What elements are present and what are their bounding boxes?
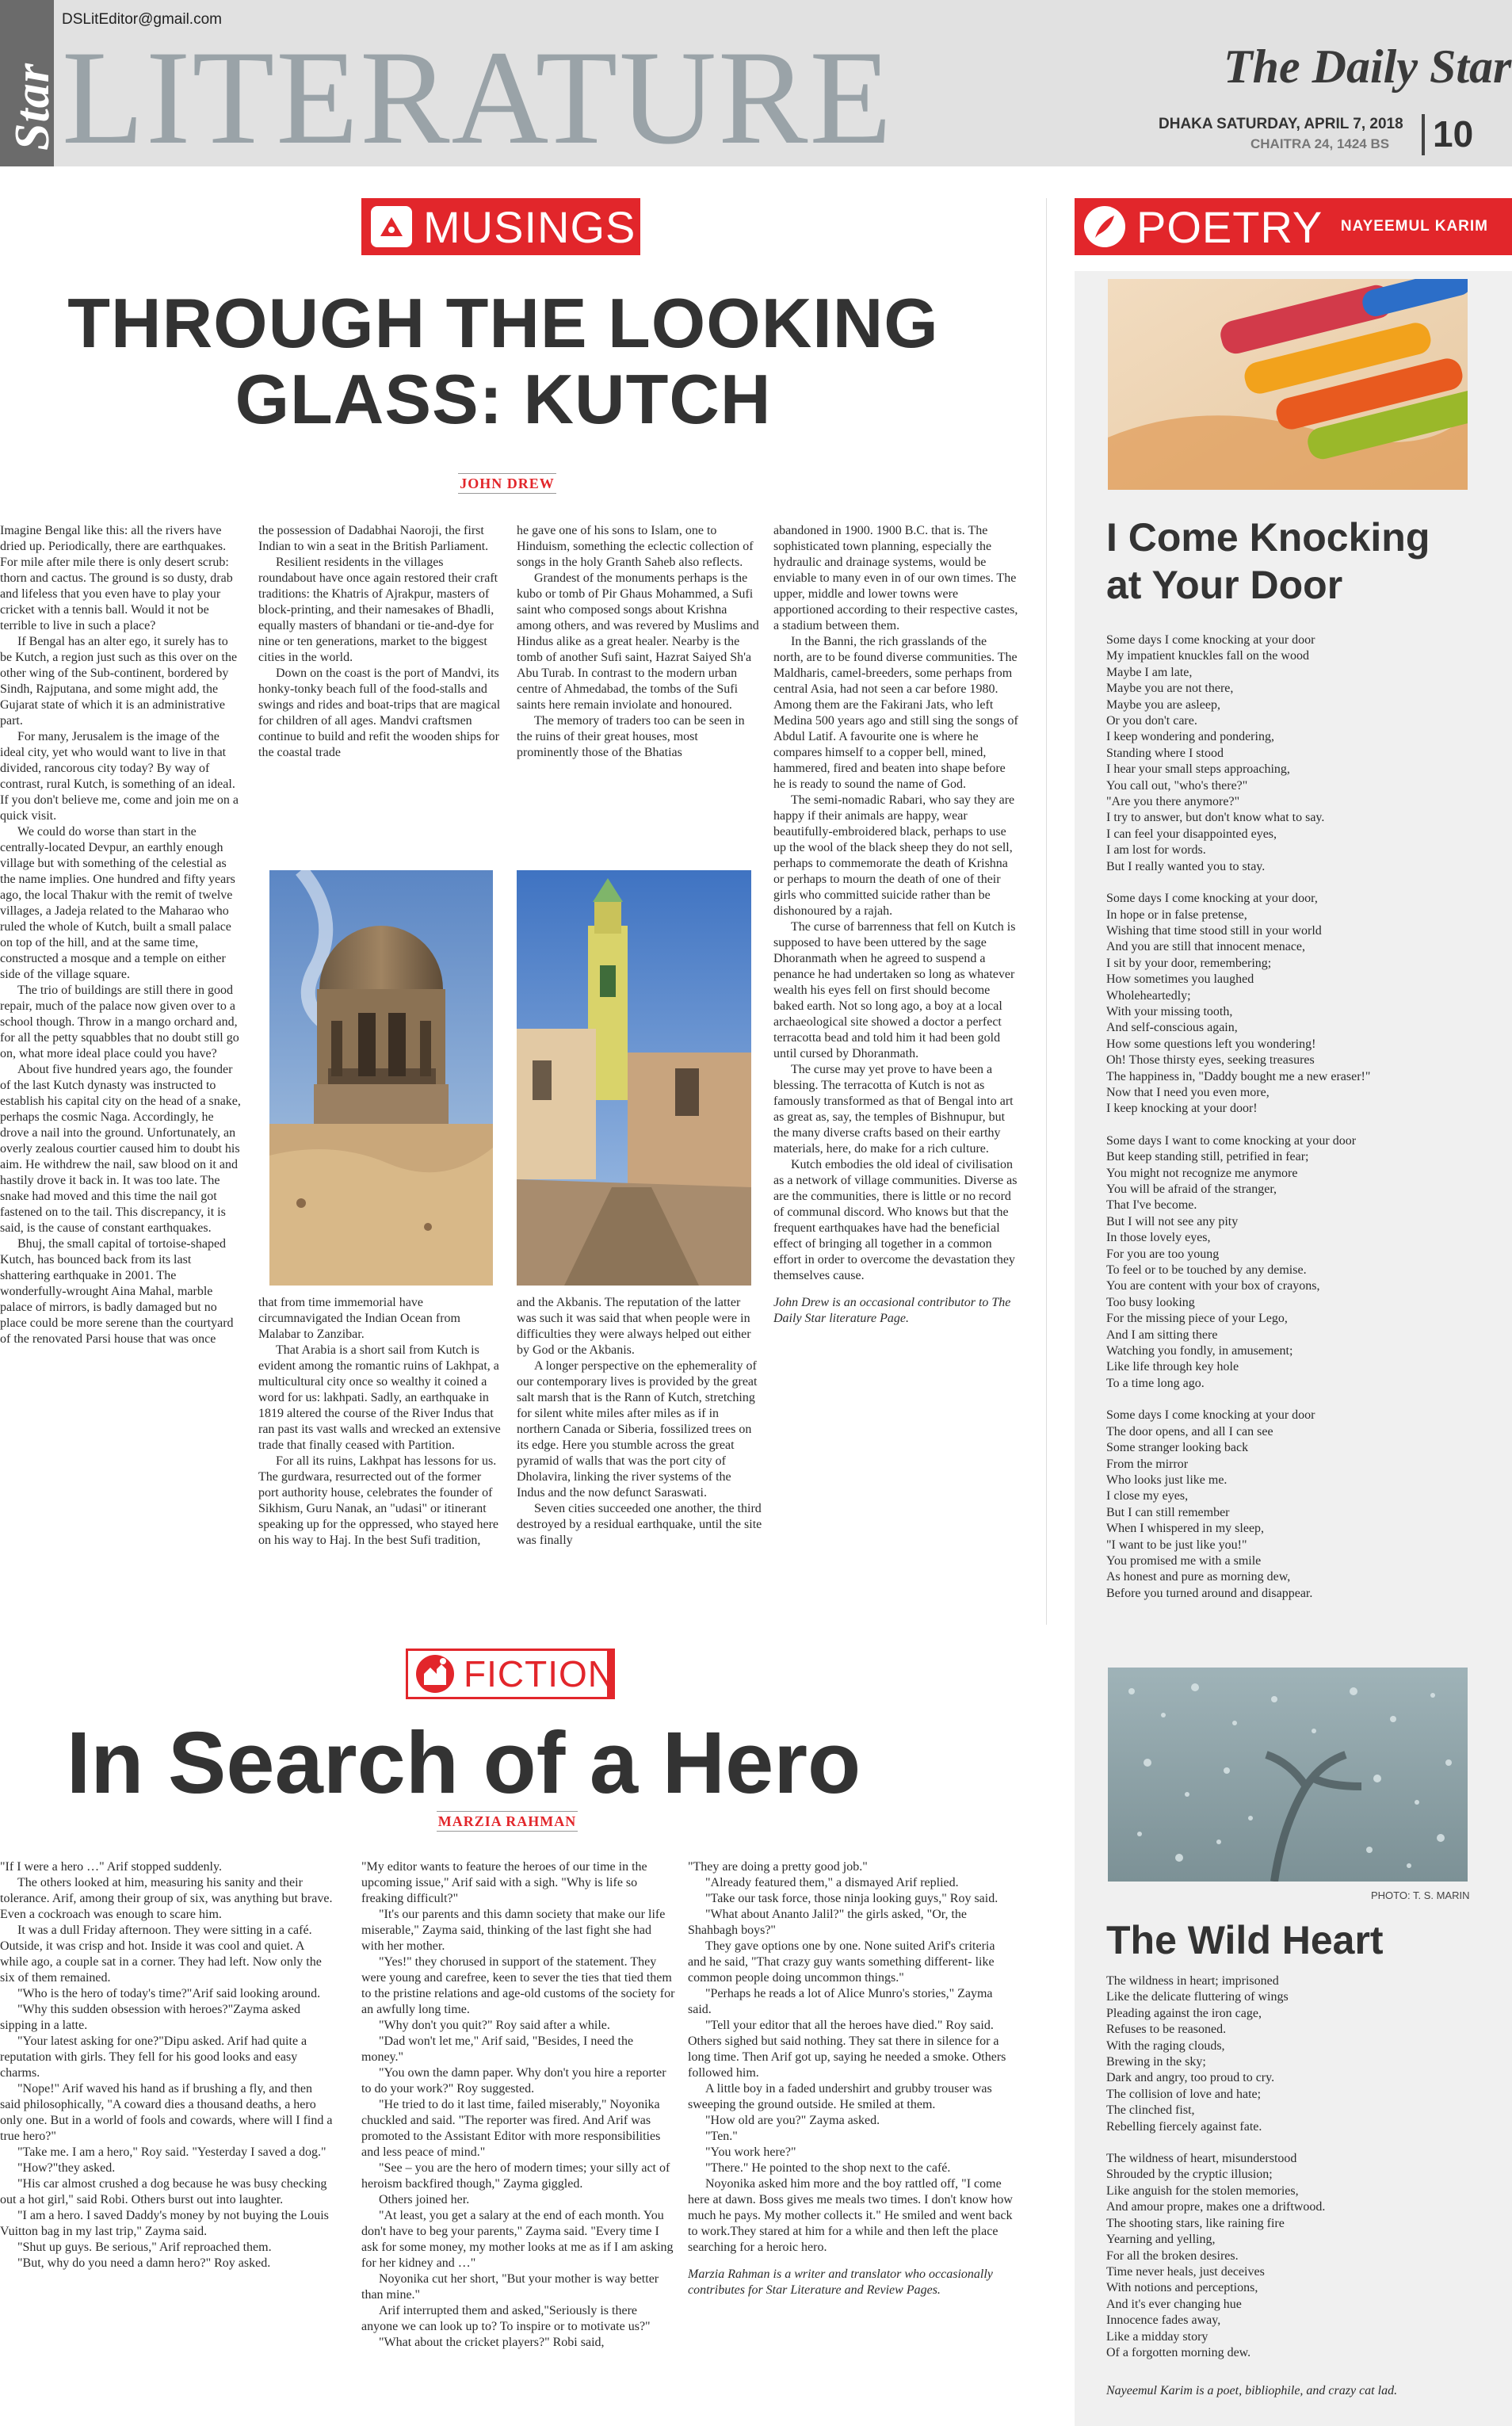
raindrops-photo [1108, 1668, 1468, 1882]
paragraph: Grandest of the monuments perhaps is the kubo or tomb of Pir Ghaus Mohammed, a Sufi saint who composed songs about Krishna among others, and was revered by Muslims and Hindus alike as a great healer. Nearby is the tomb of another Sufi saint, Hazrat Saiyed Sh'a Abu Turab. In contrast to the modern urban centre of Ahmedabad, the tombs of the Sufi saints here remain inviolate and honoured. [517, 571, 759, 712]
musings-column-2-continued [258, 1295, 501, 1604]
paragraph: Noyonika cut her short, "But your mother is way better than mine." [361, 2272, 659, 2302]
author-note: John Drew is an occasional contributor to The Daily Star literature Page. [773, 1296, 1011, 1325]
poem-line: And self-conscious again, [1106, 1021, 1238, 1035]
musings-icon [368, 203, 415, 250]
poem-line: Now that I need you even more, [1106, 1085, 1270, 1099]
poem-line: When I whispered in my sleep, [1106, 1522, 1265, 1536]
paragraph: "They are doing a pretty good job." [688, 1860, 868, 1874]
poem-line: You are content with your box of crayons, [1106, 1279, 1320, 1293]
musings-column-3 [517, 523, 762, 864]
poem-line: "Are you there anymore?" [1106, 795, 1240, 809]
poem-line: And I am sitting there [1106, 1328, 1218, 1342]
section-title: LITERATURE [62, 23, 894, 172]
poem-line: From the mirror [1106, 1457, 1189, 1471]
paragraph: "How?"they asked. [17, 2161, 116, 2175]
musings-column-3-continued [517, 1295, 762, 1604]
poem-line: I can feel your disappointed eyes, [1106, 827, 1277, 841]
musings-label-text: MUSINGS [423, 201, 636, 252]
paragraph: The trio of buildings are still there in good repair, much of the palace now given over to a school though. Throw in a mango orchard and, for all the petty squabbles that no doubt still go on, what more ideal place could you have? [0, 984, 239, 1060]
poem-line: But keep standing still, petrified in fear; [1106, 1150, 1309, 1164]
poem-line: With the raging clouds, [1106, 2038, 1225, 2053]
paragraph: "Perhaps he reads a lot of Alice Munro's stories," Zayma said. [688, 1987, 993, 2016]
issue-date: DHAKA SATURDAY, APRIL 7, 2018 [1159, 116, 1403, 132]
poem-line: That I've become. [1106, 1198, 1197, 1213]
poetry-author: NAYEEMUL KARIM [1340, 218, 1488, 235]
poem-line: To feel or to be touched by any demise. [1106, 1263, 1307, 1278]
paragraph: "Ten." [705, 2130, 738, 2143]
poem-line: Like life through key hole [1106, 1360, 1239, 1374]
poem-line: I sit by your door, remembering; [1106, 956, 1272, 970]
poem-line: Like a midday story [1106, 2329, 1208, 2344]
paragraph: If Bengal has an alter ego, it surely has to be Kutch, a region just such as this over on the other wing of the Sub-continent, bordered by Sindh, Rajputana, and some might add, the Gujarat state of which it is an administrative part. [0, 635, 238, 728]
poem-line: Yearning and yelling, [1106, 2233, 1216, 2247]
paragraph: "What about the cricket players?" Robi said, [379, 2336, 605, 2349]
poem-line: Time never heals, just deceives [1106, 2264, 1265, 2279]
paragraph: Bhuj, the small capital of tortoise-shaped Kutch, has bounced back from its last shattering earthquake in 2001. The wonderfully-wrought Aina Mahal, marble palace of mirrors, is badly damaged but no place could be more serene than the courtyard of the renovated Parsi house that was once [0, 1237, 234, 1346]
paragraph: "My editor wants to feature the heroes of our time in the upcoming issue," Arif said with a sigh. "Why is life so freaking difficult?" [361, 1860, 647, 1905]
paragraph: "Dad won't let me," Arif said, "Besides, I need the money." [361, 2034, 634, 2064]
poetry-section-label [1075, 198, 1512, 255]
editor-email[interactable]: DSLitEditor@gmail.com [62, 11, 222, 28]
poem-line: Or you don't care. [1106, 714, 1197, 728]
poem-line: Too busy looking [1106, 1295, 1195, 1309]
poem-line: Standing where I stood [1106, 746, 1224, 760]
paragraph: Kutch embodies the old ideal of civilisation as a network of village communities. Diverse as are the communities, there is little or no record of communal discord. Who knows but that the frequent earthquakes have had the beneficial effect of bringing all together in a common effort in order to overcome the devastation they themselves cause. [773, 1158, 1018, 1282]
paragraph: Down on the coast is the port of Mandvi, its honky-tonky beach full of the food-stalls and swings and rides and boat-trips that are magical for children of all ages. Mandvi craftsmen continue to build and refit the wooden ships for the coastal trade [258, 667, 501, 759]
poem-2 [1106, 1973, 1487, 2377]
musings-column-4 [773, 523, 1019, 1585]
paragraph: Imagine Bengal like this: all the rivers have dried up. Periodically, there are earthquakes. For mile after mile there is only desert scrub: thorn and cactus. The ground is so dusty, drab and lifeless that you even have to play your cricket with a tennis ball. Would it not be terrible to live in such a place? [0, 524, 233, 632]
paragraph: "There." He pointed to the shop next to the café. [705, 2161, 951, 2175]
tomb-photo [269, 870, 493, 1286]
fiction-label-text: FICTION [464, 1653, 615, 1694]
date-divider [1422, 114, 1425, 155]
star-tab [0, 0, 59, 166]
musings-section-label [361, 198, 640, 255]
poem-line: Some stranger looking back [1106, 1441, 1249, 1455]
stanza [1106, 1133, 1487, 1393]
musings-author: JOHN DREW [458, 473, 556, 494]
stanza [1106, 2151, 1487, 2361]
quill-icon [1081, 203, 1128, 250]
poem-line: To a time long ago. [1106, 1376, 1205, 1390]
paragraph: he gave one of his sons to Islam, one to Hinduism, something the eclectic collection of songs in the holy Granth Saheb also reflects. [517, 524, 754, 569]
author-note: Marzia Rahman is a writer and translator who occasionally contributes for Star Literature and Review Pages. [688, 2267, 993, 2297]
poem-line: Some days I come knocking at your door, [1106, 892, 1318, 906]
paragraph: The semi-nomadic Rabari, who say they are happy if their animals are happy, wear beautifully-embroidered black, perhaps to use up the wool of the black sheep they do not sell, perhaps to commemorate the death of Krishna or perhaps to mourn the death of one of their girls who committed suicide rather than be dishonoured by a rajah. [773, 793, 1015, 918]
paragraph: "At least, you get a salary at the end of each month. You don't have to beg your parents," Zayma said. "Every time I ask for some money, my mother looks at me as if I am asking for her kidney and …" [361, 2209, 674, 2270]
poem-line: How sometimes you laughed [1106, 972, 1254, 987]
street-photo [517, 870, 751, 1286]
poem-line: You promised me with a smile [1106, 1553, 1262, 1568]
poem-line: You might not recognize me anymore [1106, 1166, 1298, 1180]
musings-column-2 [258, 523, 501, 864]
poem-1-title: I Come Knocking at Your Door [1106, 515, 1430, 607]
poem-line: You call out, "who's there?" [1106, 778, 1248, 793]
paragraph: "Take our task force, those ninja looking guys," Roy said. [705, 1892, 998, 1905]
poem-line: Some days I come knocking at your door [1106, 1408, 1315, 1423]
fiction-column-3 [688, 1859, 1014, 2426]
poem-line: In those lovely eyes, [1106, 1231, 1211, 1245]
paragraph: "Who is the hero of today's time?"Arif said looking around. [17, 1987, 321, 2000]
musings-headline: THROUGH THE LOOKING GLASS: KUTCH [67, 284, 939, 438]
poem-line: The collision of love and hate; [1106, 2087, 1262, 2101]
poet-note: Nayeemul Karim is a poet, bibliophile, and crazy cat lad. [1106, 2384, 1398, 2397]
poem-line: Wishing that time stood still in your world [1106, 923, 1322, 938]
paragraph: that from time immemorial have circumnavigated the Indian Ocean from Malabar to Zanzibar. [258, 1296, 460, 1341]
poem-line: As honest and pure as morning dew, [1106, 1570, 1291, 1584]
poem-line: My impatient knuckles fall on the wood [1106, 649, 1309, 663]
paragraph: "Your latest asking for one?"Dipu asked. Arif had quite a reputation with girls. They fell for his good looks and easy charms. [0, 2034, 307, 2080]
poem-line: Refuses to be reasoned. [1106, 2023, 1227, 2037]
paragraph: "Already featured them," a dismayed Arif replied. [705, 1876, 959, 1889]
fiction-author: MARZIA RAHMAN [437, 1811, 578, 1832]
paragraph: and the Akbanis. The reputation of the latter was such it was said that when people were in difficulties they were always helped out either by God or the Akbanis. [517, 1296, 751, 1357]
poem-line: I close my eyes, [1106, 1489, 1189, 1503]
poem-2-title: The Wild Heart [1106, 1918, 1384, 1962]
poem-line: Before you turned around and disappear. [1106, 1586, 1313, 1600]
poem-line: Watching you fondly, in amusement; [1106, 1344, 1293, 1358]
poem-line: The wildness of heart, misunderstood [1106, 2152, 1297, 2166]
poem-line: The happiness in, "Daddy bought me a new eraser!" [1106, 1069, 1371, 1083]
photo-credit: PHOTO: T. S. MARIN [1371, 1889, 1470, 1901]
paragraph: "He tried to do it last time, failed miserably," Noyonika chuckled and said. "The reporter was fired. And Arif was promoted to the Assistant Editor with more responsibilities and less peace of mind." [361, 2098, 661, 2159]
poem-line: For the missing piece of your Lego, [1106, 1312, 1288, 1326]
paragraph: It was a dull Friday afternoon. They were sitting in a café. Outside, it was crisp and hot. Inside it was cool and quiet. A while ago, a couple sat in a corner. They had left. Now only the six of them remained. [0, 1924, 322, 1985]
poem-line: But I really wanted you to stay. [1106, 859, 1266, 873]
paragraph: Seven cities succeeded one another, the third destroyed by a residual earthquake, until the site was finally [517, 1502, 762, 1547]
fiction-byline [380, 1813, 634, 1830]
star-tab-text: Star [6, 63, 59, 151]
poem-line: Some days I want to come knocking at your door [1106, 1133, 1357, 1148]
poem-line: With your missing tooth, [1106, 1004, 1233, 1018]
paragraph: That Arabia is a short sail from Kutch is evident among the romantic ruins of Lakhpat, a multicultural city once so wealthy it coined a word for us: lakhpati. Sadly, an earthquake in 1819 altered the course of the River Indus that ran past its vast walls and wrecked an extensive trade that finally ceased with Partition. [258, 1343, 501, 1452]
paragraph: "What about Ananto Jalil?" the girls asked, "Or, the Shahbagh boys?" [688, 1908, 967, 1937]
paragraph: We could do worse than start in the centrally-located Devpur, an earthly enough village but with something of the celestial as the name implies. One hundred and fifty years ago, the local Thakur with the remit of twelve villages, a Jadeja related to the Maharao who ruled the whole of Kutch, built a small palace on top of the hill, and at the same time, constructed a mosque and a temple on either side of the village square. [0, 825, 235, 981]
paragraph: "Shut up guys. Be serious," Arif reproached them. [17, 2241, 272, 2254]
paragraph: abandoned in 1900. 1900 B.C. that is. The sophisticated town planning, especially the hydraulic and drainage systems, would be enviable to many even in of our own times. The upper, middle and lower towns were apportioned according to their respective castes, a stadium between them. [773, 524, 1018, 632]
poem-line: Maybe you are not there, [1106, 682, 1234, 696]
poem-line: But I can still remember [1106, 1505, 1230, 1519]
poem-line: Innocence fades away, [1106, 2313, 1221, 2328]
poem-line: The clinched fist, [1106, 2103, 1195, 2118]
paragraph: "See – you are the hero of modern times; your silly act of heroism backfired though," Zayma giggled. [361, 2161, 670, 2191]
paragraph: "If I were a hero …" Arif stopped suddenly. [0, 1860, 222, 1874]
poem-line: I keep knocking at your door! [1106, 1102, 1258, 1116]
poem-line: For all the broken desires. [1106, 2248, 1239, 2263]
paragraph: "His car almost crushed a dog because he was busy checking out a hot girl," said Robi. Others burst out into laughter. [0, 2177, 327, 2206]
poem-line: And it's ever changing hue [1106, 2297, 1242, 2311]
stanza [1106, 632, 1487, 875]
fiction-section-label [406, 1649, 615, 1699]
poem-line: Shrouded by the cryptic illusion; [1106, 2168, 1273, 2182]
poem-line: The door opens, and all I can see [1106, 1424, 1273, 1438]
poem-line: And amour propre, makes one a driftwood. [1106, 2200, 1326, 2214]
fiction-column-1 [0, 1859, 333, 2426]
paragraph: The curse of barrenness that fell on Kutch is supposed to have been uttered by the sage Dhoranmath when he agreed to suspend a penance he had undertaken so long as whatever wealth his eyes fell on first should become baked earth. Not so long ago, a boy at a local archaeological site showed a doctor a perfect terracotta bead and told him it had been gold until cursed by Dhoranmath. [773, 920, 1016, 1060]
paragraph: A little boy in a faded undershirt and grubby trouser was sweeping the ground outside. He smiled at them. [688, 2082, 992, 2111]
poem-line: Who looks just like me. [1106, 1473, 1228, 1487]
poem-line: Rebelling fiercely against fate. [1106, 2119, 1262, 2134]
poem-1 [1106, 632, 1487, 1618]
paragraph: Noyonika asked him more and the boy rattled off, "I come here at dawn. Boss gives me meals two times. I don't know how much he pays. My mother collects it." He smiled and went back to work.They stared at him for a while and then left the place searching for a heroic hero. [688, 2177, 1013, 2254]
poem-line: You will be afraid of the stranger, [1106, 1182, 1277, 1196]
poem-line: Wholeheartedly; [1106, 988, 1191, 1003]
paragraph: "How old are you?" Zayma asked. [705, 2114, 880, 2127]
poem-line: With notions and perceptions, [1106, 2281, 1258, 2295]
poem-line: Like the delicate fluttering of wings [1106, 1990, 1289, 2004]
poem-line: I am lost for words. [1106, 843, 1206, 858]
stanza [1106, 891, 1487, 1117]
paragraph: A longer perspective on the ephemerality of our contemporary lives is provided by the great salt marsh that is the Rann of Kutch, stretching for silent white miles after miles as if in northern Canada or Siberia, fossilized trees on its edge. Here you stumble across the great pyramid of walls that was the port city of Dholavira, linking the river systems of the Indus and the now defunct Saraswati. [517, 1359, 758, 1500]
crayons-photo [1108, 279, 1468, 490]
paragraph: "But, why do you need a damn hero?" Roy asked. [17, 2256, 271, 2270]
paragraph: They gave options one by one. None suited Arif's criteria and he said, "That crazy guy wants something different- like common people doing uncommon things." [688, 1939, 995, 1985]
paragraph: The curse may yet prove to have been a blessing. The terracotta of Kutch is not as famously transformed as that of Bengal into art as great as, say, the temples of Bishnupur, but the many diverse crafts based on their earthy materials, here, do make for a rich culture. [773, 1063, 1014, 1156]
poem-line: For you are too young [1106, 1247, 1220, 1261]
column-divider [1046, 198, 1047, 1625]
stanza [1106, 1408, 1487, 1602]
poem-line: The wildness in heart; imprisoned [1106, 1974, 1279, 1988]
poem-line: Some days I come knocking at your door [1106, 633, 1315, 647]
paragraph: "It's our parents and this damn society that make our life miserable," Zayma said, thinking of the last fight she had with her mother. [361, 1908, 666, 1953]
poetry-label-text: POETRY [1136, 201, 1323, 252]
poem-line: I try to answer, but don't know what to say. [1106, 811, 1325, 825]
poem-line: In hope or in false pretense, [1106, 907, 1247, 922]
paragraph: "Take me. I am a hero," Roy said. "Yesterday I saved a dog." [17, 2145, 326, 2159]
poem-line: Pleading against the iron cage, [1106, 2006, 1262, 2020]
musings-byline [380, 476, 634, 492]
paragraph: "I am a hero. I saved Daddy's money by not buying the Louis Vuitton bag in my last trip," Zayma said. [0, 2209, 329, 2238]
poem-line: Maybe I am late, [1106, 665, 1193, 679]
poem-line: Of a forgotten morning dew. [1106, 2345, 1251, 2359]
poem-line: Maybe you are asleep, [1106, 697, 1220, 712]
poem-line: Brewing in the sky; [1106, 2055, 1206, 2069]
poem-line: Like anguish for the stolen memories, [1106, 2183, 1299, 2198]
paragraph: "Nope!" Arif waved his hand as if brushing a fly, and then said philosophically, "A coward dies a thousand deaths, a hero only one. But in a world of fools and cowards, where will I find a true hero?" [0, 2082, 333, 2143]
paragraph: Others joined her. [379, 2193, 470, 2206]
poem-line: "I want to be just like you!" [1106, 1538, 1247, 1552]
paragraph: "Why this sudden obsession with heroes?"Zayma asked sipping in a latte. [0, 2003, 300, 2032]
poem-line: The shooting stars, like raining fire [1106, 2216, 1285, 2230]
fiction-headline: In Search of a Hero [66, 1714, 861, 1812]
haunted-house-icon [414, 1650, 456, 1698]
paragraph: "Tell your editor that all the heroes have died." Roy said. Others sighed but said nothing. They sat there in silence for a long time. Then Arif got up, saying he needed a smoke. Others followed him. [688, 2019, 1006, 2080]
bangla-date: CHAITRA 24, 1424 BS [1250, 136, 1390, 151]
paragraph: the possession of Dadabhai Naoroji, the first Indian to win a seat in the British Parliament. [258, 524, 489, 553]
poem-line: How some questions left you wondering! [1106, 1037, 1316, 1051]
poem-line: I hear your small steps approaching, [1106, 762, 1290, 777]
newspaper-logo: The Daily Star [1224, 40, 1512, 93]
page-number: 10 [1433, 113, 1474, 155]
paragraph: "Why don't you quit?" Roy said after a while. [379, 2019, 610, 2032]
paragraph: Resilient residents in the villages roundabout have once again restored their craft traditions: the Khatris of Ajrakpur, masters of block-printing, and their namesakes of Bhadli, equally masters of bhandani or tie-and-dye for nine or ten generations, market to the biggest cities in the world. [258, 556, 498, 664]
paragraph: For many, Jerusalem is the image of the ideal city, yet who would want to live in that divided, rancorous city today? By way of contrast, rural Kutch, is something of an ideal. If you don't believe me, come and join me on a quick visit. [0, 730, 239, 823]
poem-line: I keep wondering and pondering, [1106, 730, 1274, 744]
poem-line: Oh! Those thirsty eyes, seeking treasures [1106, 1053, 1315, 1068]
paragraph: "You own the damn paper. Why don't you hire a reporter to do your work?" Roy suggested. [361, 2066, 666, 2096]
paragraph: "Yes!" they chorused in support of the statement. They were young and carefree, keen to sever the ties that tied them to the pristine relations and age-old customs of the society for an awfully long time. [361, 1955, 675, 2016]
paragraph: "You work here?" [705, 2145, 796, 2159]
poem-line: And you are still that innocent menace, [1106, 940, 1306, 954]
poem-line: But I will not see any pity [1106, 1214, 1239, 1228]
poem-line: Dark and angry, too proud to cry. [1106, 2071, 1275, 2085]
musings-column-1 [0, 523, 242, 1625]
paragraph: Arif interrupted them and asked,"Seriously is there anyone we can look up to? To inspire or to motivate us?" [361, 2304, 651, 2333]
fiction-column-2 [361, 1859, 677, 2426]
paragraph: The memory of traders too can be seen in the ruins of their great houses, most prominently those of the Bhatias [517, 714, 745, 759]
paragraph: For all its ruins, Lakhpat has lessons for us. The gurdwara, resurrected out of the former port authority house, celebrates the founder of Sikhism, Guru Nanak, an "udasi" or itinerant speaking up for the oppressed, who stayed here on his way to Haj. In the best Sufi tradition, [258, 1454, 499, 1547]
paragraph: About five hundred years ago, the founder of the last Kutch dynasty was instructed to establish his capital city on the head of a snake, perhaps the cosmic Naga. Accordingly, he drove a nail into the ground. Unfortunately, an overly zealous courtier caused him to doubt his aim. He withdrew the nail, saw blood on it and hastily drove it back in. It was too late. The snake had moved and this time the nail got fastened on to the tail. This discrepancy, it is said, is the cause of constant earthquakes. [0, 1063, 241, 1235]
stanza [1106, 1973, 1487, 2135]
paragraph: In the Banni, the rich grasslands of the north, are to be found diverse communities. The Maldharis, camel-breeders, some perhaps from central Asia, had not seen a car before 1980. Among them are the Fakirani Jats, who left Medina 500 years ago and still sing the songs of Abdul Latif. A favourite one is where he compares himself to a copper bell, mined, hammered, fired and beaten into shape before he is ready to sound the name of God. [773, 635, 1018, 791]
paragraph: The others looked at him, measuring his sanity and their tolerance. Arif, among their group of six, was anything but brave. Even a cockroach was enough to scare him. [0, 1876, 333, 1921]
